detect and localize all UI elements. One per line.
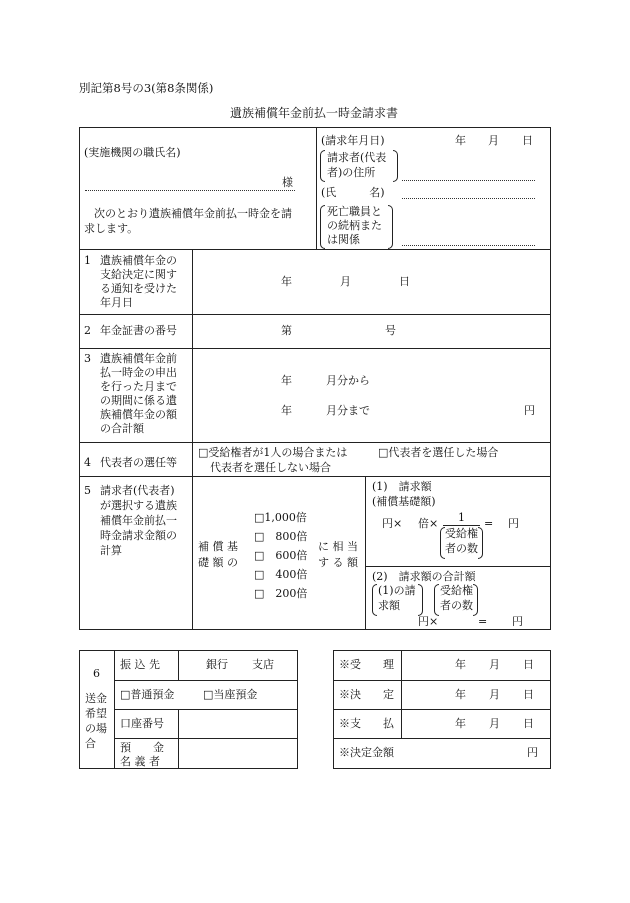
calc-1-subtitle: (補償基礎額) <box>372 495 436 508</box>
paid-year: 年 <box>455 717 466 730</box>
statement-line-2: 求します。 <box>84 222 139 235</box>
row-divider <box>79 314 551 315</box>
single-beneficiary-checkbox[interactable]: □受給権者が1人の場合または <box>198 446 348 459</box>
form-reference: 別記第8号の3(第8条関係) <box>79 81 214 95</box>
row-divider <box>79 476 551 477</box>
basic-amount-label-1: 補 償 基 <box>198 540 238 553</box>
period-from-month: 月分から <box>326 374 370 387</box>
basic-amount-label-2: 礎 額 の <box>198 556 238 569</box>
decided-amount-yen: 円 <box>527 746 538 759</box>
relation-line[interactable] <box>402 245 535 246</box>
representative-chosen-checkbox[interactable]: □代表者を選任した場合 <box>378 446 499 459</box>
row-5-label-2: が選択する遺族 <box>100 499 177 512</box>
paid-day: 日 <box>523 717 534 730</box>
transfer-destination-label: 振 込 先 <box>120 658 160 671</box>
calc-2-a-2: 求額 <box>378 599 400 612</box>
bank-name-label: 銀行 <box>206 658 228 671</box>
paren-right <box>418 584 423 616</box>
col-divider <box>316 127 317 249</box>
row-5-label-4: 時金請求金額の <box>100 529 177 542</box>
received-month: 月 <box>489 658 500 671</box>
row-1-month: 月 <box>340 275 351 288</box>
cell-divider <box>365 566 551 567</box>
calc-2-b-2: 者の数 <box>440 599 473 612</box>
bank-side-label-1: 送金 <box>85 692 107 705</box>
row-1-label-3: る通知を受けた <box>100 282 177 295</box>
row-divider <box>79 442 551 443</box>
row-1-label-4: 年月日 <box>100 296 133 309</box>
certificate-dai: 第 <box>281 324 292 337</box>
decided-amount-label: ※決定金額 <box>339 746 394 759</box>
calc-2-yen: 円× <box>418 615 439 628</box>
row-2-label: 年金証書の番号 <box>100 324 177 337</box>
row-divider <box>114 680 298 681</box>
row-5-label-5: 計算 <box>100 544 122 557</box>
year-label: 年 <box>455 134 466 147</box>
claimant-label-1: 請求者(代表 <box>327 151 387 164</box>
current-deposit-checkbox[interactable]: □当座預金 <box>203 688 258 701</box>
name-label: (氏 名) <box>321 186 385 199</box>
received-label: ※受 理 <box>339 658 394 671</box>
row-divider <box>333 709 551 710</box>
row-divider <box>79 348 551 349</box>
row-4-label: 代表者の選任等 <box>100 456 177 469</box>
row-1-year: 年 <box>281 275 292 288</box>
row-divider <box>79 249 551 250</box>
decided-label: ※決 定 <box>339 688 394 701</box>
calc-1-result-yen: 円 <box>508 517 519 530</box>
paren-right <box>388 205 393 249</box>
row-3-label-5: 族補償年金の額 <box>100 408 177 421</box>
calc-2-title: (2) 請求額の合計額 <box>372 570 476 583</box>
relation-label-1: 死亡職員と <box>327 205 382 218</box>
account-holder-label-2: 名 義 者 <box>120 755 160 768</box>
period-to-month: 月分まで <box>326 404 370 417</box>
relation-label-3: は関係 <box>327 233 360 246</box>
row-divider <box>114 709 298 710</box>
row-3-label-6: の合計額 <box>100 422 144 435</box>
account-number-label: 口座番号 <box>120 717 164 730</box>
statement-line-1: 次のとおり遺族補償年金前払一時金を請 <box>94 207 292 220</box>
multiplier-200-checkbox[interactable]: □ 200倍 <box>254 587 308 600</box>
row-1-label-2: 支給決定に関す <box>100 268 177 281</box>
paren-right <box>393 150 398 182</box>
row-3-label-4: の期間に係る遺 <box>100 394 177 407</box>
row-1-day: 日 <box>399 275 410 288</box>
calc-2-a-1: (1)の請 <box>378 584 416 597</box>
row-5-number: 5 <box>84 484 91 497</box>
calc-1-equals: = <box>484 517 494 530</box>
equivalent-label-1: に 相 当 <box>318 540 358 553</box>
paid-month: 月 <box>489 717 500 730</box>
col-divider <box>192 249 193 476</box>
no-representative-label: 代表者を選任しない場合 <box>210 461 331 474</box>
col-divider <box>178 709 179 769</box>
row-3-label-1: 遺族補償年金前 <box>100 352 177 365</box>
received-day: 日 <box>523 658 534 671</box>
calc-1-yen: 円× <box>382 517 403 530</box>
row-3-number: 3 <box>84 352 91 365</box>
row-4-number: 4 <box>84 456 91 469</box>
row-5-label-3: 補償年金前払一 <box>100 514 177 527</box>
bank-section-number: 6 <box>93 667 100 680</box>
multiplier-1000-checkbox[interactable]: □1,000倍 <box>254 511 307 524</box>
multiplier-400-checkbox[interactable]: □ 400倍 <box>254 568 308 581</box>
calc-1-numerator: 1 <box>458 511 465 524</box>
multiplier-800-checkbox[interactable]: □ 800倍 <box>254 530 308 543</box>
row-1-label-1: 遺族補償年金の <box>100 254 177 267</box>
row-2-number: 2 <box>84 324 91 337</box>
total-yen: 円 <box>524 404 535 417</box>
period-to-year: 年 <box>281 404 292 417</box>
decided-day: 日 <box>523 688 534 701</box>
decided-year: 年 <box>455 688 466 701</box>
sama-label: 様 <box>282 176 293 189</box>
paren-left <box>320 205 325 249</box>
col-divider <box>178 650 179 680</box>
multiplier-600-checkbox[interactable]: □ 600倍 <box>254 549 308 562</box>
row-5-label-1: 請求者(代表者) <box>100 484 175 497</box>
calc-2-equals: = <box>478 615 488 628</box>
institution-label: (実施機関の職氏名) <box>84 146 181 159</box>
certificate-go: 号 <box>385 324 396 337</box>
col-divider <box>401 650 402 739</box>
claimant-label-2: 者)の住所 <box>327 166 376 179</box>
paren-left <box>320 150 325 182</box>
row-divider <box>114 738 298 739</box>
institution-name-line[interactable] <box>85 190 295 191</box>
decided-month: 月 <box>489 688 500 701</box>
calc-1-bai: 倍× <box>418 517 439 530</box>
day-label: 日 <box>522 134 533 147</box>
fraction-bar <box>443 525 480 526</box>
calc-2-result-yen: 円 <box>512 615 523 628</box>
period-from-year: 年 <box>281 374 292 387</box>
branch-label: 支店 <box>252 658 274 671</box>
form-title: 遺族補償年金前払一時金請求書 <box>230 106 399 120</box>
row-divider <box>333 680 551 681</box>
paid-label: ※支 払 <box>339 717 394 730</box>
account-holder-label-1: 預 金 <box>120 741 164 754</box>
calc-2-b-1: 受給権 <box>440 584 473 597</box>
bank-side-label-3: の場 <box>85 722 107 735</box>
calc-1-denominator-1: 受給権 <box>445 527 478 540</box>
bank-side-label-4: 合 <box>85 737 96 750</box>
paren-left <box>434 584 439 616</box>
bank-side-label-2: 希望 <box>85 707 107 720</box>
paren-right <box>478 527 483 559</box>
paren-left <box>372 584 377 616</box>
row-3-label-3: を行った月まで <box>100 380 177 393</box>
name-line[interactable] <box>402 198 535 199</box>
month-label: 月 <box>488 134 499 147</box>
calc-1-title: (1) 請求額 <box>372 480 432 493</box>
ordinary-deposit-checkbox[interactable]: □普通預金 <box>120 688 175 701</box>
paren-right <box>473 584 478 616</box>
relation-label-2: の続柄また <box>327 219 382 232</box>
request-date-label: (請求年月日) <box>321 134 385 147</box>
address-line[interactable] <box>402 180 535 181</box>
calc-1-denominator-2: 者の数 <box>445 542 478 555</box>
col-divider <box>365 476 366 630</box>
row-1-number: 1 <box>84 254 91 267</box>
row-3-label-2: 払一時金の申出 <box>100 366 177 379</box>
row-divider <box>333 738 551 739</box>
equivalent-label-2: す る 額 <box>318 556 358 569</box>
received-year: 年 <box>455 658 466 671</box>
col-divider <box>192 476 193 630</box>
